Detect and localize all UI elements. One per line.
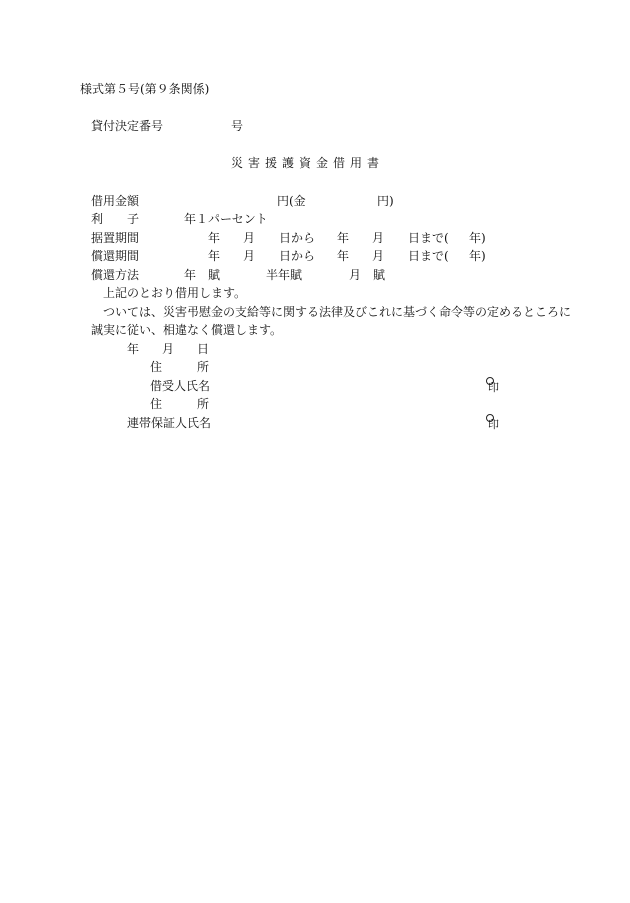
date-day: 日 bbox=[197, 342, 210, 356]
repayment-method-label: 償還方法 bbox=[91, 268, 140, 282]
grace-period-month: 月 bbox=[243, 231, 256, 245]
date-month: 月 bbox=[162, 342, 175, 356]
interest-label-2: 子 bbox=[127, 212, 140, 226]
repayment-period-year-2: 年 bbox=[337, 249, 350, 263]
guarantor-address-2: 所 bbox=[197, 397, 210, 411]
repayment-period-label: 償還期間 bbox=[91, 249, 140, 263]
date-year: 年 bbox=[127, 342, 140, 356]
repayment-period-day-until: 日まで( bbox=[408, 249, 449, 263]
guarantor-seal-mark bbox=[486, 414, 502, 430]
interest-rate: 年１パーセント bbox=[184, 212, 268, 226]
repayment-method-annual: 年 賦 bbox=[184, 268, 221, 282]
grace-period-year: 年 bbox=[208, 231, 221, 245]
guarantor-seal-char: 印 bbox=[488, 418, 499, 431]
repayment-period-year: 年 bbox=[208, 249, 221, 263]
decision-number-suffix: 号 bbox=[231, 119, 244, 133]
grace-period-years-close: 年) bbox=[469, 231, 486, 245]
grace-period-day-until: 日まで( bbox=[408, 231, 449, 245]
grace-period-year-2: 年 bbox=[337, 231, 350, 245]
repayment-period-day-from: 日から bbox=[279, 249, 316, 263]
borrower-seal-char: 印 bbox=[488, 381, 499, 394]
borrower-address-1: 住 bbox=[150, 360, 163, 374]
repayment-period-month-2: 月 bbox=[372, 249, 385, 263]
statement-borrow: 上記のとおり借用します。 bbox=[103, 286, 247, 300]
statement-law-line-1: ついては、災害弔慰金の支給等に関する法律及びこれに基づく命令等の定めるところに bbox=[103, 305, 572, 319]
document-title: 災害援護資金借用書 bbox=[231, 156, 385, 170]
interest-label-1: 利 bbox=[91, 212, 104, 226]
repayment-period-years-close: 年) bbox=[469, 249, 486, 263]
borrower-address-2: 所 bbox=[197, 360, 210, 374]
borrower-name-label: 借受人氏名 bbox=[150, 379, 211, 393]
borrower-seal-mark bbox=[486, 377, 502, 393]
repayment-method-semiannual: 半年賦 bbox=[266, 268, 303, 282]
repayment-period-month: 月 bbox=[243, 249, 256, 263]
guarantor-name-label: 連帯保証人氏名 bbox=[127, 416, 212, 430]
form-number: 様式第５号(第９条関係) bbox=[80, 82, 210, 96]
repayment-method-monthly: 月 賦 bbox=[349, 268, 386, 282]
loan-amount-yen-close: 円) bbox=[377, 194, 394, 208]
grace-period-label: 据置期間 bbox=[91, 231, 140, 245]
guarantor-address-1: 住 bbox=[150, 397, 163, 411]
grace-period-day-from: 日から bbox=[279, 231, 316, 245]
statement-law-line-2: 誠実に従い、相違なく償還します。 bbox=[91, 323, 283, 337]
decision-number-label: 貸付決定番号 bbox=[91, 119, 164, 133]
loan-amount-yen-kin: 円(金 bbox=[277, 194, 306, 208]
grace-period-month-2: 月 bbox=[372, 231, 385, 245]
loan-amount-label: 借用金額 bbox=[91, 194, 140, 208]
